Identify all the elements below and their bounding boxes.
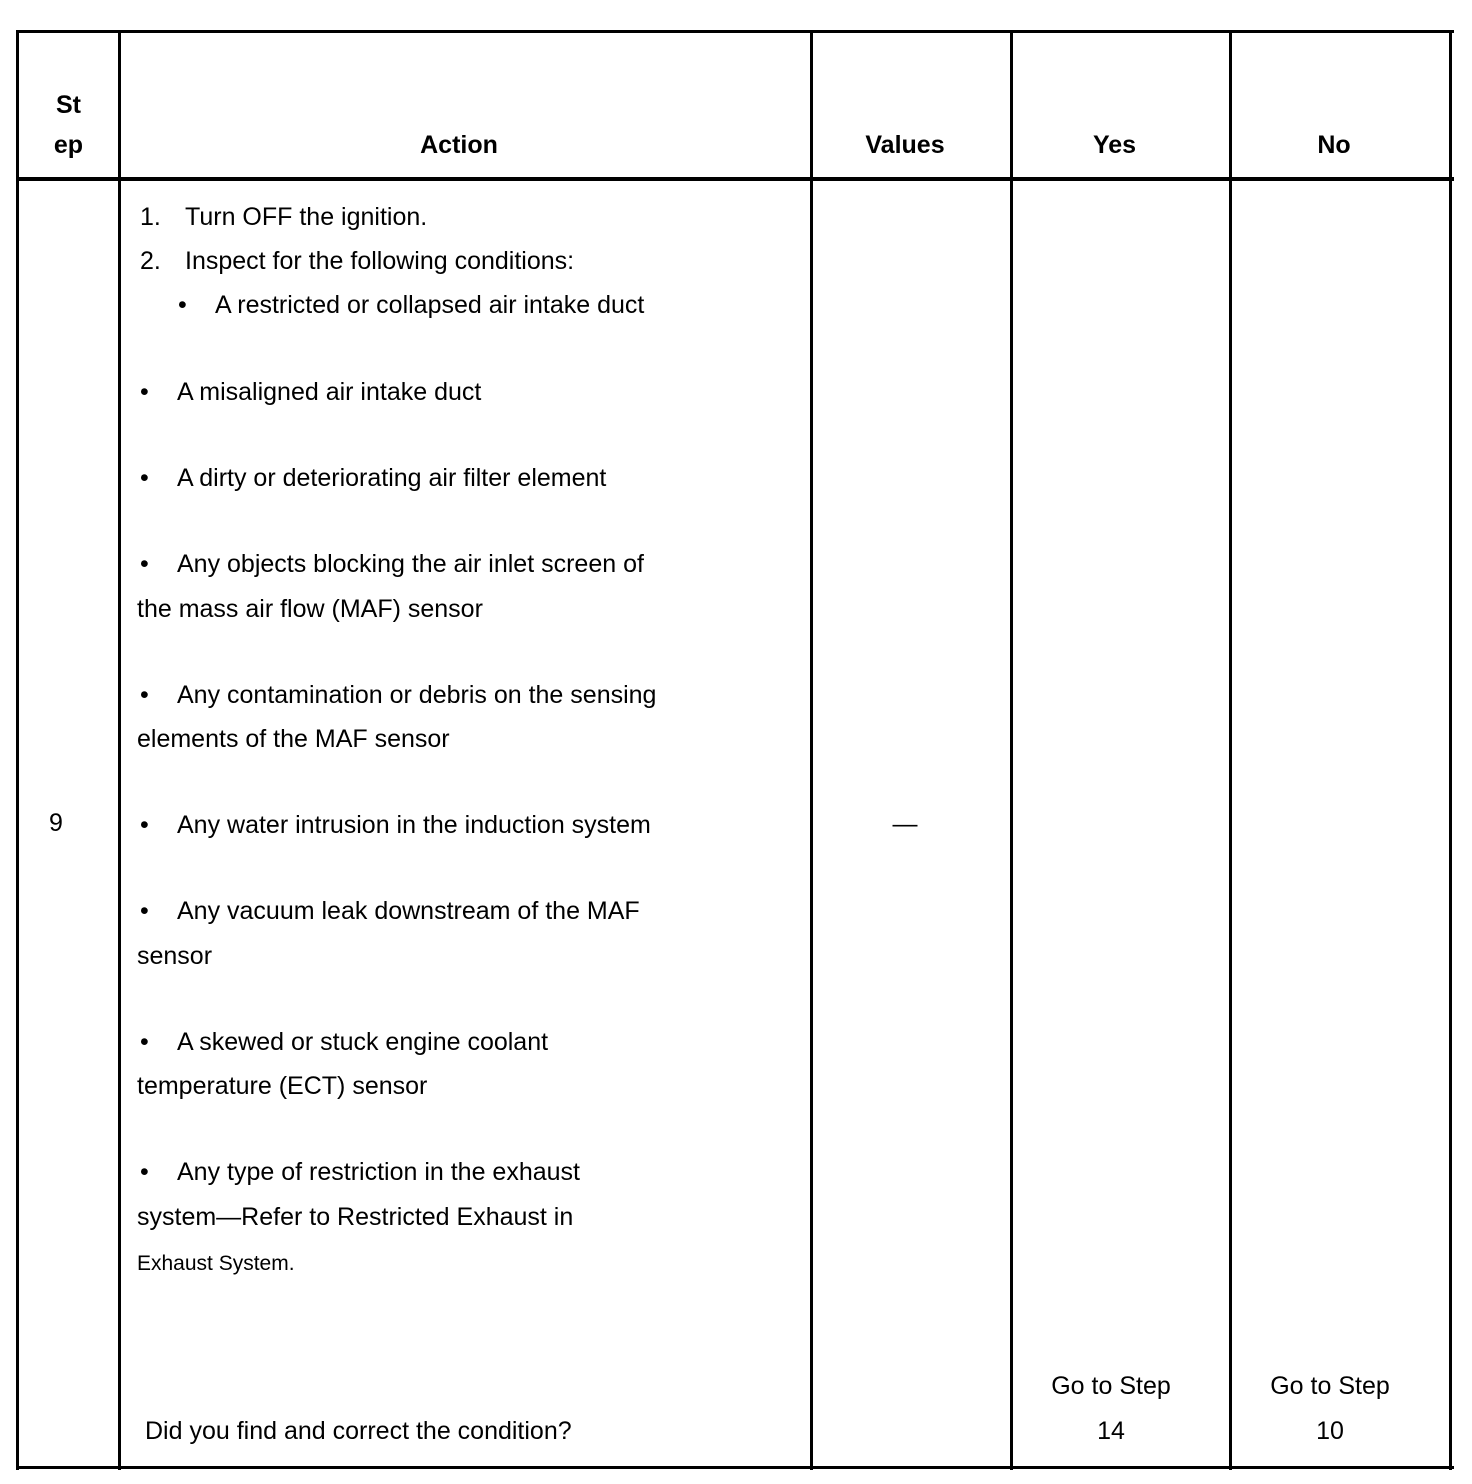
question-text: Did you find and correct the condition? <box>145 1417 572 1445</box>
header-values: Values <box>865 131 945 159</box>
action-number-1: 1. <box>140 203 161 231</box>
bullet-icon: • <box>140 681 149 709</box>
bullet-icon: • <box>178 291 187 319</box>
column-border <box>1010 30 1013 1470</box>
step-number: 9 <box>49 809 63 837</box>
condition-item: A restricted or collapsed air intake duct <box>215 291 645 319</box>
column-border <box>118 30 121 1470</box>
condition-item-continued: system—Refer to Restricted Exhaust in <box>137 1203 574 1231</box>
bullet-icon: • <box>140 897 149 925</box>
condition-item-continued: the mass air flow (MAF) sensor <box>137 595 483 623</box>
condition-item: Any type of restriction in the exhaust <box>177 1158 580 1186</box>
yes-goto-label: Go to Step <box>1051 1372 1171 1400</box>
condition-item: Any vacuum leak downstream of the MAF <box>177 897 640 925</box>
bullet-icon: • <box>140 1028 149 1056</box>
yes-goto-step: 14 <box>1097 1417 1125 1445</box>
condition-item-continued: sensor <box>137 942 213 970</box>
condition-item: A misaligned air intake duct <box>177 378 482 406</box>
condition-item-continued: temperature (ECT) sensor <box>137 1072 428 1100</box>
header-bottom-border <box>16 177 1454 181</box>
no-goto-step: 10 <box>1316 1417 1344 1445</box>
table-bottom-border <box>16 1466 1454 1469</box>
condition-item: Any contamination or debris on the sensing <box>177 681 657 709</box>
header-yes: Yes <box>1092 131 1137 159</box>
header-step-line2: ep <box>53 131 84 159</box>
condition-item: Any objects blocking the air inlet screen of <box>177 550 644 578</box>
bullet-icon: • <box>140 811 149 839</box>
column-border <box>1229 30 1232 1470</box>
condition-item-continued: elements of the MAF sensor <box>137 725 450 753</box>
values-cell: — <box>892 810 918 838</box>
bullet-icon: • <box>140 550 149 578</box>
header-no: No <box>1317 131 1351 159</box>
bullet-icon: • <box>140 464 149 492</box>
condition-item: A dirty or deteriorating air filter element <box>177 464 607 492</box>
action-item-1: Turn OFF the ignition. <box>185 203 428 231</box>
bullet-icon: • <box>140 1158 149 1186</box>
table-top-border <box>16 30 1454 33</box>
action-item-2: Inspect for the following conditions: <box>185 247 575 275</box>
header-step-line1: St <box>56 91 81 119</box>
condition-item: Any water intrusion in the induction system <box>177 811 651 839</box>
bullet-icon: • <box>140 378 149 406</box>
header-action: Action <box>420 131 498 159</box>
column-border <box>1449 30 1452 1470</box>
column-border <box>16 30 19 1470</box>
condition-item: A skewed or stuck engine coolant <box>177 1028 549 1056</box>
action-number-2: 2. <box>140 247 161 275</box>
condition-item-continued: Exhaust System. <box>137 1252 295 1275</box>
column-border <box>810 30 813 1470</box>
no-goto-label: Go to Step <box>1270 1372 1390 1400</box>
